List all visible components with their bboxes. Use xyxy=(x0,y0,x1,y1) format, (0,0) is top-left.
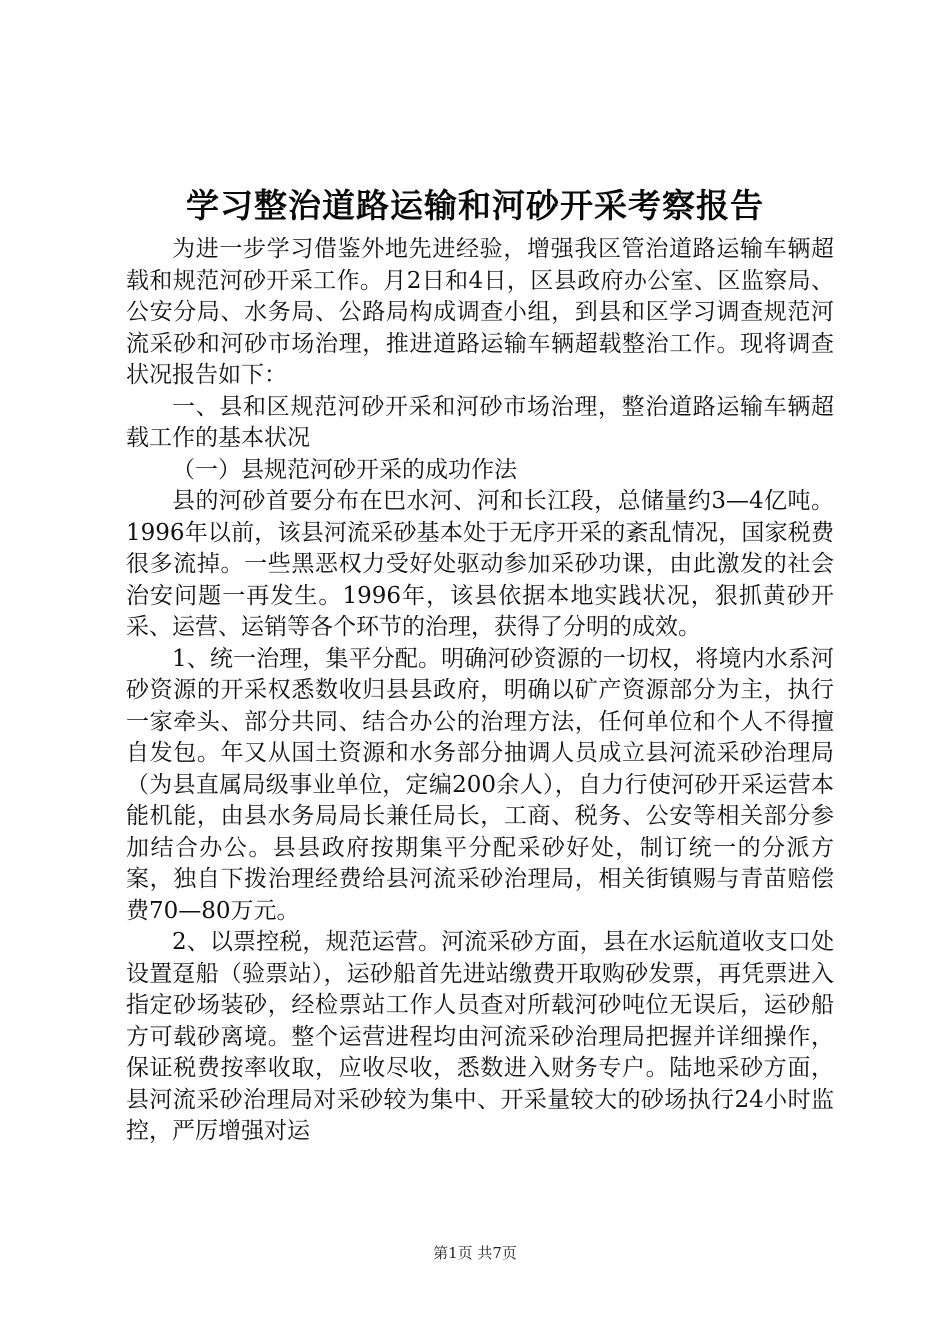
paragraph-point-2: 2、以票控税，规范运营。河流采砂方面，县在水运航道收支口处设置趸船（验票站），运砂船首先进站缴费开取购砂发票，再凭票进入指定砂场装砂，经检票站工作人员查对所载河砂吨位无误后，运砂船方可载砂离境。整个运营进程均由河流采砂治理局把握并详细操作，保证税费按率收取，应收尽收，悉数进入财务专户。陆地采砂方面，县河流采砂治理局对采砂较为集中、开采量较大的砂场执行24小时监控，严厉增强对运 xyxy=(126,929,834,1144)
page-number-footer: 第1页 共7页 xyxy=(433,1244,517,1262)
section-heading-1: 一、县和区规范河砂开采和河砂市场治理，整治道路运输车辆超载工作的基本状况 xyxy=(126,393,834,451)
document-title: 学习整治道路运输和河砂开采考察报告 xyxy=(186,186,764,225)
paragraph-point-1: 1、统一治理，集平分配。明确河砂资源的一切权，将境内水系河砂资源的开采权悉数收归县县政府，明确以矿产资源部分为主，执行一家牵头、部分共同、结合办公的治理方法，任何单位和个人不得擅自发包。年又从国土资源和水务部分抽调人员成立县河流采砂治理局（为县直属局级事业单位，定编200余人），自力行使河砂开采运营本能机能，由县水务局局长兼任局长，工商、税务、公安等相关部分参加结合办公。县县政府按期集平分配采砂好处，制订统一的分派方案，独自下拨治理经费给县河流采砂治理局，相关街镇赐与青苗赔偿费70—80万元。 xyxy=(126,645,834,924)
paragraph-overview: 县的河砂首要分布在巴水河、河和长江段，总储量约3—4亿吨。1996年以前，该县河流采砂基本处于无序开采的紊乱情况，国家税费很多流掉。一些黑恶权力受好处驱动参加采砂功课，由此激发的社会治安问题一再发生。1996年，该县依据本地实践状况，狠抓黄砂开采、运营、运销等各个环节的治理，获得了分明的成效。 xyxy=(126,488,834,640)
document-body xyxy=(126,234,834,1148)
paragraph-intro: 为进一步学习借鉴外地先进经验，增强我区管治道路运输车辆超载和规范河砂开采工作。月2日和4日，区县政府办公室、区监察局、公安分局、水务局、公路局构成调查小组，到县和区学习调查规范河流采砂和河砂市场治理，推进道路运输车辆超载整治工作。现将调查状况报告如下： xyxy=(126,236,834,388)
subsection-heading-1: （一）县规范河砂开采的成功作法 xyxy=(172,456,517,483)
